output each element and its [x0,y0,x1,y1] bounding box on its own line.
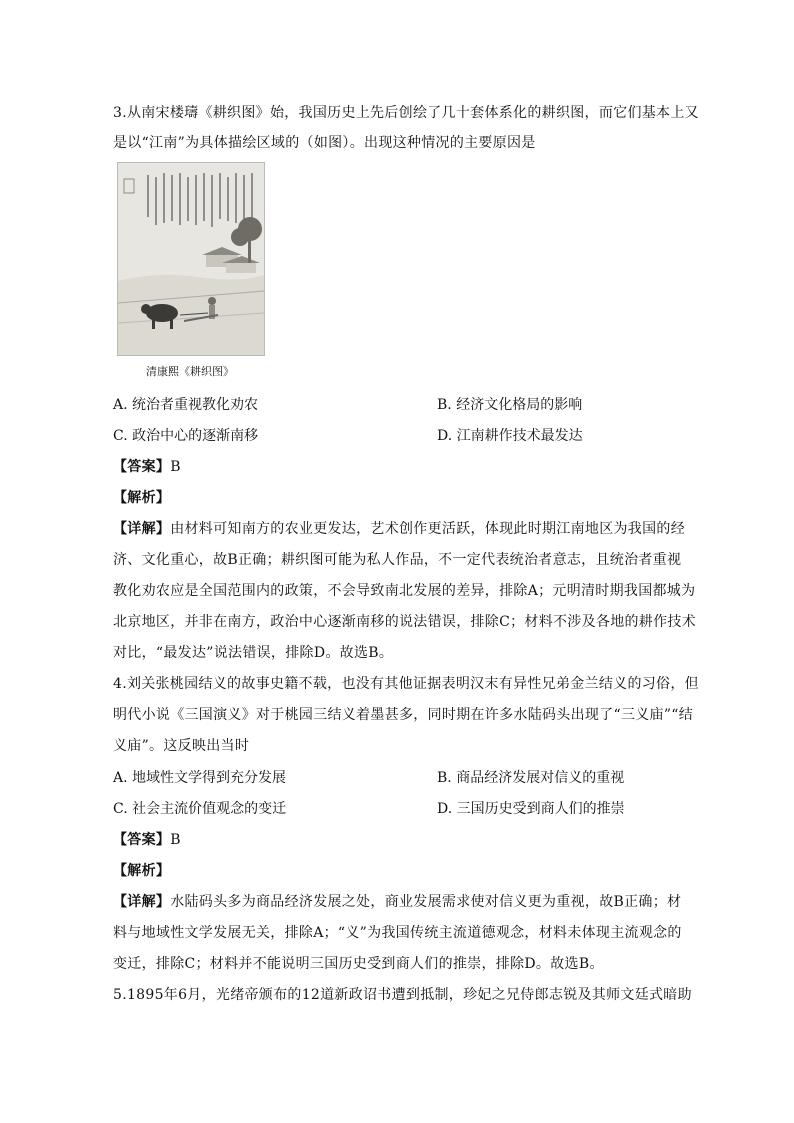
q3-detail-text-1: 由材料可知南方的农业更发达，艺术创作更活跃，体现此时期江南地区为我国的经 [170,521,686,537]
q3-detail-line-2: 济、文化重心，故B正确；耕织图可能为私人作品，不一定代表统治者意志，且统治者重视 [113,552,682,568]
q3-detail-line-5: 对比，“最发达”说法错误，排除D。故选B。 [113,645,394,661]
q3-option-d: D. 江南耕作技术最发达 [437,428,583,444]
q4-detail-text-1: 水陆码头多为商品经济发展之处，商业发展需求使对信义更为重视，故B正确；材 [170,894,682,910]
q4-answer-tag: 【答案】 [113,832,171,848]
q4-stem-line-3: 义庙”。这反映出当时 [113,738,250,754]
gengzhi-painting-image [118,163,264,355]
q3-stem-line-2: 是以“江南”为具体描绘区域的（如图）。出现这种情况的主要原因是 [113,135,536,151]
q4-detail-line-2: 料与地域性文学发展无关，排除A；“义”为我国传统主流道德观念，材料未体现主流观念的 [113,925,682,941]
q4-stem-line-2: 明代小说《三国演义》对于桃园三结义着墨甚多，同时期在许多水陆码头出现了“三义庙”“结 [113,707,694,723]
q5-stem-line-1: 5.1895年6月，光绪帝颁布的12道新政诏书遭到抵制，珍妃之兄侍郎志锐及其师文廷式暗助 [113,987,692,1003]
q3-detail-line-4: 北京地区，并非在南方，政治中心逐渐南移的说法错误，排除C；材料不涉及各地的耕作技术 [113,614,697,630]
q3-detail-tag: 【详解】 [113,521,171,537]
q3-analysis-tag: 【解析】 [113,490,171,506]
q4-detail-line-1 [113,892,683,912]
q3-answer-value: B [170,459,181,475]
q3-figure-painting [117,162,265,356]
q4-option-d: D. 三国历史受到商人们的推崇 [437,801,625,817]
q4-option-b: B. 商品经济发展对信义的重视 [437,770,625,786]
q4-option-a: A. 地域性文学得到充分发展 [113,770,287,786]
q4-detail-line-3: 变迁，排除C；材料并不能说明三国历史受到商人们的推崇，排除D。故选B。 [113,956,604,972]
q3-option-c: C. 政治中心的逐渐南移 [113,428,259,444]
q3-answer-line [113,457,683,477]
q3-answer-tag: 【答案】 [113,459,171,475]
q3-detail-line-1 [113,519,686,539]
q3-detail-line-3: 教化劝农应是全国范围内的政策，不会导致南北发展的差异，排除A；元明清时期我国都城为 [113,583,696,599]
q4-detail-tag: 【详解】 [113,894,171,910]
q4-analysis-tag: 【解析】 [113,863,171,879]
q3-option-b: B. 经济文化格局的影响 [437,397,583,413]
q3-option-a: A. 统治者重视教化劝农 [113,397,259,413]
q3-stem-line-1: 3.从南宋楼璹《耕织图》始，我国历史上先后创绘了几十套体系化的耕织图，而它们基本上又 [113,105,699,121]
q4-option-c: C. 社会主流价值观念的变迁 [113,801,287,817]
q3-figure-caption: 清康熙《耕织图》 [146,365,234,378]
q4-answer-value: B [170,832,181,848]
q4-stem-line-1: 4.刘关张桃园结义的故事史籍不载，也没有其他证据表明汉末有异性兄弟金兰结义的习俗，但 [113,676,699,692]
q4-answer-line [113,830,683,850]
